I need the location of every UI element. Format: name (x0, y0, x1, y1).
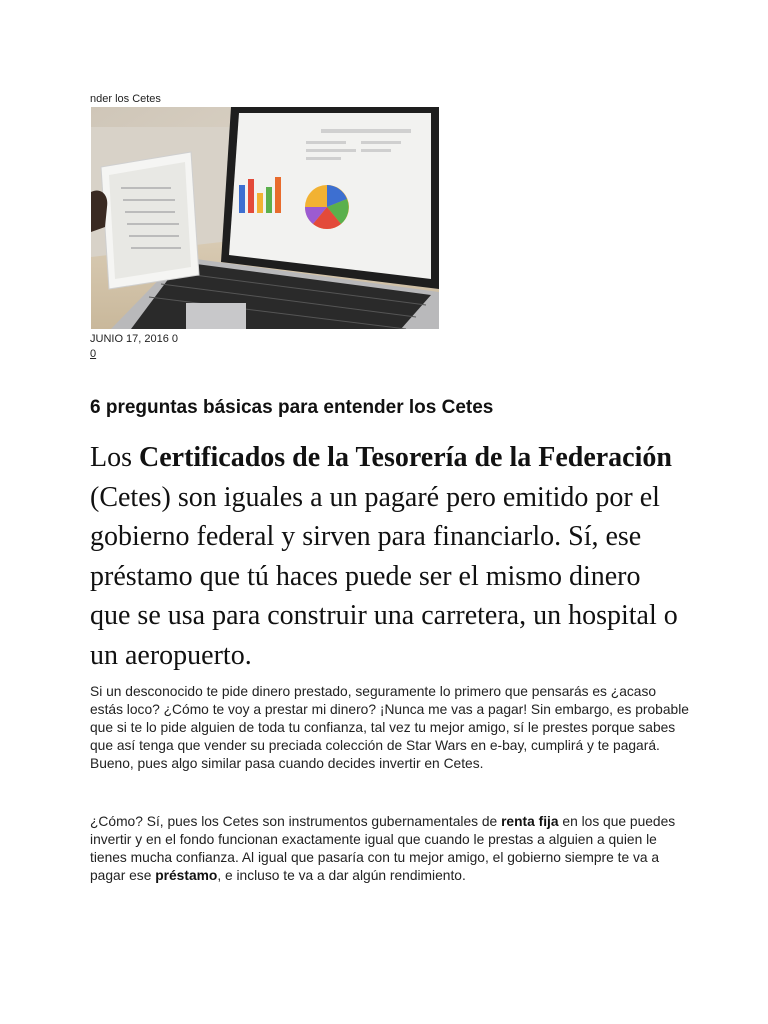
p2-bold-prestamo: préstamo (155, 868, 218, 883)
p2-bold-renta-fija: renta fija (501, 814, 559, 829)
lead-pre: Los (90, 442, 139, 473)
article-paragraph-1: Si un desconocido te pide dinero prestado, seguramente lo primero que pensarás es ¿acaso estás loco? ¿Cómo te voy a prestar mi dinero? ¡Nunca me vas a pagar! Sin embargo, es probable que si te lo pide alguien de toda tu confianza, tal vez tu mejor amigo, sí le prestes porque sabes que así tenga que vender su preciada colección de Star Wars en e-bay, cumplirá y te pagará. Bueno, pues algo similar pasa cuando decides invertir en Cetes. (90, 684, 689, 771)
top-caption: nder los Cetes (90, 93, 161, 105)
article-title: 6 preguntas básicas para entender los Cetes (90, 397, 494, 418)
post-date: JUNIO 17, 2016 0 (90, 333, 179, 345)
article-lead (90, 438, 680, 676)
article-paragraph-2 (90, 813, 690, 885)
laptop-tablet-photo (91, 107, 439, 329)
lead-bold-term: Certificados de la Tesorería de la Federación (139, 442, 672, 473)
lead-rest: (Cetes) son iguales a un pagaré pero emitido por el gobierno federal y sirven para financiarlo. Sí, ese préstamo que tú haces puede ser el mismo dinero que se usa para construir una carretera, un hospital o un aeropuerto. (90, 481, 678, 671)
p2-part1: ¿Cómo? Sí, pues los Cetes son instrumentos gubernamentales de (90, 814, 502, 829)
comments-count-link[interactable]: 0 (90, 348, 97, 360)
p2-part2: en los que puedes invertir y en el fondo funcionan exactamente igual que cuando le prestas a alguien a quien le tienes mucha confianza. Al igual que pasaría con tu mejor amigo, el gobierno siempre te va a pagar ese (90, 814, 676, 883)
p2-part3: , e incluso te va a dar algún rendimiento. (217, 868, 466, 883)
article-hero-image (91, 107, 439, 329)
